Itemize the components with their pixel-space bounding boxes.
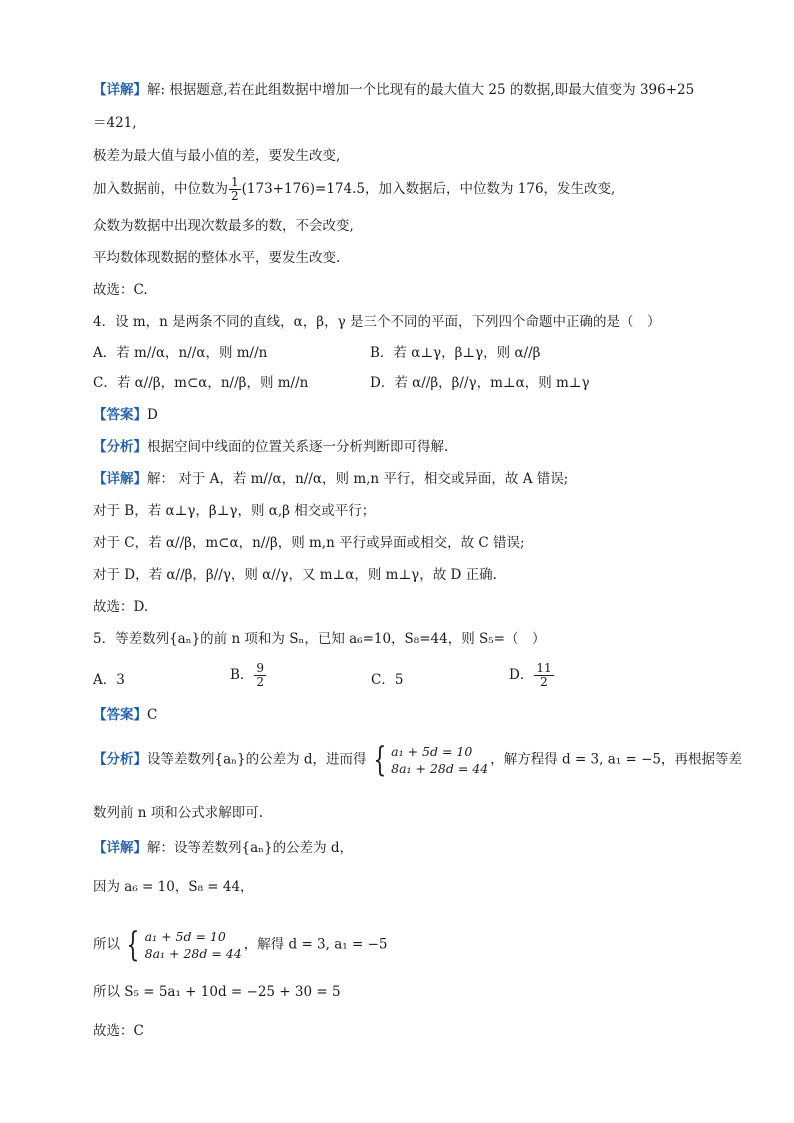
q4-option-c: C．若 α//β，m⊂α，n//β，则 m//n (93, 375, 309, 391)
q5-detail-line-4: 所以 S₅ = 5a₁ + 10d = −25 + 30 = 5 (93, 984, 341, 1000)
q5-option-a: A．3 (93, 672, 125, 688)
q5-stem: 5．等差数列{aₙ}的前 n 项和为 Sₙ，已知 a₆=10，S₈=44，则 S₅=（ ） (93, 631, 546, 647)
q3-conclusion: 故选：C. (93, 282, 148, 298)
q3-median-after-text: ，加入数据后，中位数为 176，发生改变, (364, 181, 616, 197)
left-brace-icon: { (372, 740, 386, 780)
q4-conclusion: 故选：D. (93, 599, 149, 615)
q4-detail-line-2: 对于 B，若 α⊥γ，β⊥γ，则 α,β 相交或平行； (93, 503, 376, 519)
q5-analysis-text-pre: 设等差数列{aₙ}的公差为 d，进而得 (147, 751, 367, 768)
q3-detail-line-6: 平均数体现数据的整体水平，要发生改变. (93, 250, 341, 266)
q5-analysis-tag: 【分析】 (93, 751, 147, 768)
q5-detail-text-1: 解：设等差数列{aₙ}的公差为 d， (147, 840, 353, 856)
q5-option-b-denominator: 2 (256, 675, 265, 689)
q5-detail-line-1 (93, 838, 353, 858)
q3-median-expression: (173+176)=174.5 (241, 181, 365, 197)
q5-detail-so-label: 所以 (93, 936, 120, 953)
q3-half-denominator: 2 (231, 189, 239, 203)
q4-answer-tag: 【答案】 (93, 407, 147, 423)
q5-analysis-line-2: 数列前 n 项和公式求解即可. (93, 805, 264, 821)
q3-detail-line-2: ＝421, (93, 115, 137, 131)
q4-analysis-line (93, 437, 448, 457)
q5-answer: C (147, 707, 158, 723)
q5-analysis-line (93, 740, 742, 780)
q5-detail-eq-1: a₁ + 5d = 10 (144, 929, 226, 944)
q5-option-d-denominator: 2 (540, 675, 548, 689)
q3-detail-line-1 (93, 80, 694, 100)
q4-stem: 4．设 m，n 是两条不同的直线，α，β，γ 是三个不同的平面，下列四个命题中正确的是（ ） (93, 314, 661, 330)
q4-detail-line-3: 对于 C，若 α//β，m⊂α，n//β，则 m,n 平行或异面或相交，故 C 错误; (93, 535, 525, 551)
q4-analysis-text: 根据空间中线面的位置关系逐一分析判断即可得解. (147, 439, 449, 455)
q3-detail-line-4 (93, 176, 615, 203)
q3-detail-tag: 【详解】 (93, 82, 147, 98)
q4-option-b: B．若 α⊥γ，β⊥γ，则 α//β (370, 345, 541, 361)
q4-option-d: D．若 α//β，β//γ，m⊥α，则 m⊥γ (370, 375, 590, 391)
q5-option-c: C．5 (371, 672, 404, 688)
q5-analysis-equation-system (369, 740, 489, 780)
q3-detail-line-5: 众数为数据中出现次数最多的数，不会改变, (93, 218, 354, 234)
q5-detail-tag: 【详解】 (93, 840, 147, 856)
q5-detail-equation-system (122, 925, 242, 965)
q4-option-a: A．若 m//α，n//α，则 m//n (93, 345, 268, 361)
q5-conclusion: 故选：C (93, 1023, 144, 1039)
q4-detail-line-1 (93, 469, 568, 489)
q4-detail-text-1: 解： 对于 A，若 m//α，n//α，则 m,n 平行，相交或异面，故 A 错误; (147, 471, 569, 487)
q4-analysis-tag: 【分析】 (93, 439, 147, 455)
q5-option-b (230, 662, 267, 689)
q5-detail-solution: ，解得 d = 3, a₁ = −5 (243, 936, 388, 953)
q5-detail-eq-2: 8a₁ + 28d = 44 (144, 946, 242, 961)
q5-analysis-eq-2: 8a₁ + 28d = 44 (391, 761, 489, 776)
q4-answer: D (147, 407, 158, 423)
q5-analysis-eq-1: a₁ + 5d = 10 (391, 744, 473, 759)
q5-analysis-text-post: ，解方程得 d = 3, a₁ = −5，再根据等差 (490, 751, 742, 768)
q5-option-b-numerator: 9 (256, 661, 265, 675)
q5-answer-tag: 【答案】 (93, 707, 147, 723)
q5-detail-line-2: 因为 a₆ = 10，S₈ = 44， (93, 879, 254, 895)
q3-detail-text-1: 解: 根据题意,若在此组数据中增加一个比现有的最大值大 25 的数据,即最大值变为 396+25 (147, 82, 695, 98)
q5-option-d (509, 662, 555, 689)
q4-answer-line (93, 405, 158, 425)
q5-answer-line (93, 705, 157, 725)
q5-option-d-fraction (534, 662, 553, 689)
q5-option-b-fraction (254, 662, 266, 689)
q5-option-d-numerator: 11 (536, 661, 552, 675)
q3-median-before-label: 加入数据前，中位数为 (93, 181, 228, 197)
q3-half-numerator: 1 (231, 175, 239, 189)
q5-option-b-label: B． (230, 667, 254, 683)
q5-detail-line-3 (93, 925, 388, 965)
q3-detail-line-3: 极差为最大值与最小值的差，要发生改变, (93, 148, 341, 164)
q4-detail-line-4: 对于 D，若 α//β，β//γ，则 α//γ，又 m⊥α，则 m⊥γ，故 D 正确. (93, 567, 497, 583)
q3-half-fraction (229, 176, 241, 203)
q5-option-d-label: D． (509, 667, 534, 683)
q4-detail-tag: 【详解】 (93, 471, 147, 487)
left-brace-icon: { (126, 925, 140, 965)
